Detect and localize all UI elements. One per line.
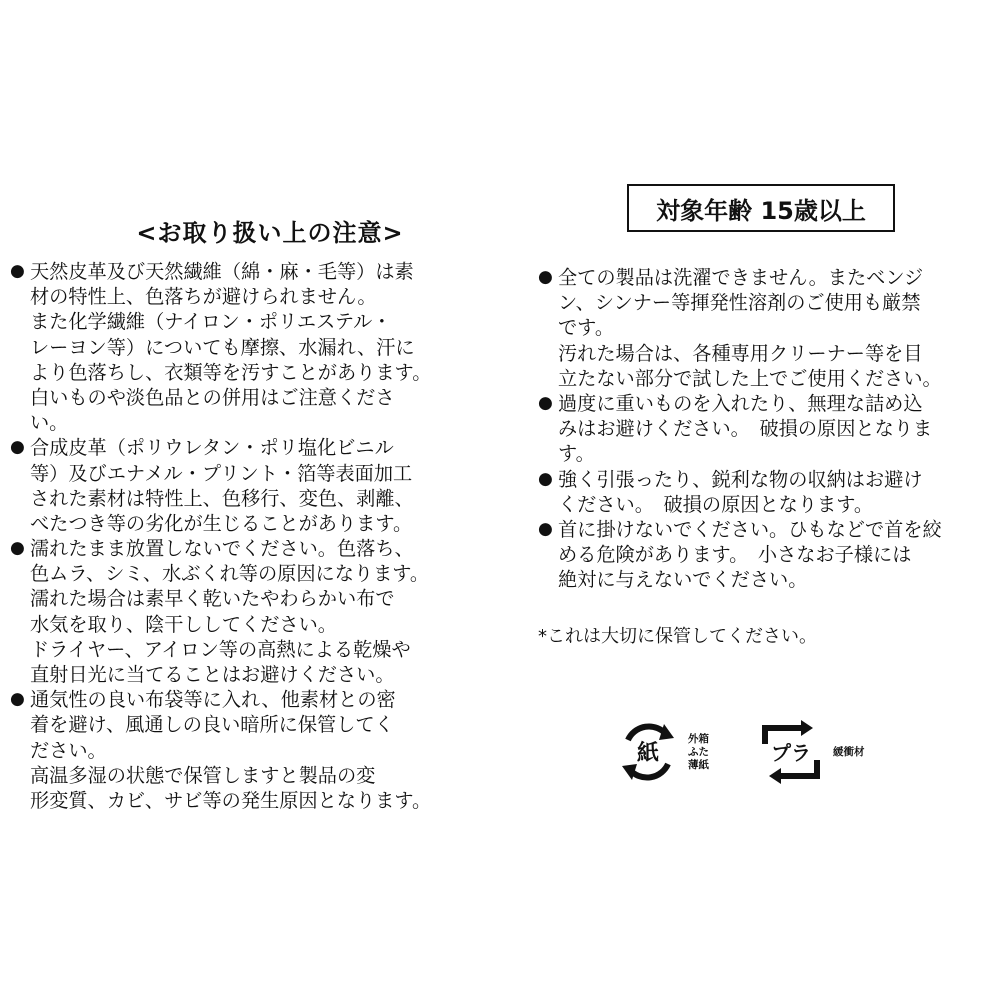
caution-text-line: 高温多湿の状態で保管しますと製品の変 — [30, 763, 376, 787]
paper-label-outer-box: 外箱 — [688, 732, 709, 745]
caution-text-line: ン、シンナー等揮発性溶剤のご使用も厳禁 — [558, 291, 921, 315]
caution-text-line: 合成皮革（ポリウレタン・ポリ塩化ビニル — [30, 436, 394, 460]
plastic-recycle-labels — [833, 746, 865, 759]
bullet-icon: ● — [10, 261, 25, 281]
caution-text-line: 過度に重いものを入れたり、無理な詰め込 — [558, 391, 923, 415]
bullet-icon: ● — [10, 538, 25, 559]
care-instructions-title: <お取り扱い上の注意> — [136, 219, 404, 247]
caution-text-line: みはお避けください。 破損の原因となりま — [558, 417, 933, 441]
caution-text-line: 材の特性上、色落ちが避けられません。 — [30, 285, 377, 309]
paper-recycle-mark — [614, 718, 709, 786]
caution-text-line: 形変質、カビ、サビ等の発生原因となります。 — [30, 788, 432, 812]
plastic-recycle-mark — [755, 718, 865, 786]
caution-text-line: ドライヤー、アイロン等の高熱による乾燥や — [30, 637, 411, 661]
plastic-label-cushioning: 緩衝材 — [833, 745, 865, 758]
caution-item — [10, 435, 455, 536]
caution-text-line: 汚れた場合は、各種専用クリーナー等を目 — [558, 341, 923, 365]
svg-text:紙: 紙 — [636, 741, 660, 766]
caution-text-line: める危険があります。 小さなお子様には — [558, 543, 912, 567]
age-rating-box: 対象年齢 15歳以上 — [627, 184, 895, 232]
caution-item — [538, 265, 978, 391]
bullet-icon: ● — [538, 267, 553, 287]
caution-text-line: 天然皮革及び天然繊維（綿・麻・毛等）は素 — [30, 260, 414, 283]
caution-item — [538, 467, 978, 517]
bullet-icon: ● — [538, 392, 553, 413]
caution-text-line: また化学繊維（ナイロン・ポリエステル・ — [30, 310, 392, 334]
caution-text-line: された素材は特性上、色移行、変色、剥離、 — [30, 486, 414, 510]
caution-text-line: べたつき等の劣化が生じることがあります。 — [30, 511, 413, 535]
paper-recycle-icon — [614, 718, 682, 786]
caution-item — [10, 259, 455, 435]
caution-text-line: 白いものや淡色品との併用はご注意くださ — [30, 385, 395, 409]
paper-recycle-labels — [688, 733, 709, 772]
caution-text-line: 濡れたまま放置しないでください。色落ち、 — [30, 537, 414, 561]
caution-text-line: す。 — [558, 442, 595, 466]
caution-text-line: 絶対に与えないでください。 — [558, 568, 808, 592]
caution-text-line: 直射日光に当てることはお避けください。 — [30, 663, 395, 686]
caution-text-line: レーヨン等）についても摩擦、水漏れ、汗に — [30, 335, 415, 359]
bullet-icon: ● — [538, 518, 553, 539]
caution-item-first-line — [538, 391, 978, 416]
plastic-recycle-icon — [755, 718, 827, 786]
caution-text-line: 首に掛けないでください。ひもなどで首を絞 — [558, 517, 942, 541]
bullet-icon: ● — [10, 437, 25, 458]
caution-text-line: 色ムラ、シミ、水ぶくれ等の原因になります。 — [30, 562, 430, 586]
caution-text-line: 全ての製品は洗濯できません。またベンジ — [558, 266, 924, 289]
storage-note: *これは大切に保管してください。 — [538, 626, 817, 647]
bullet-icon: ● — [10, 689, 25, 710]
caution-text-line: 強く引張ったり、鋭利な物の収納はお避け — [558, 467, 923, 491]
caution-item-first-line — [10, 536, 455, 561]
right-column — [538, 265, 978, 592]
caution-item — [538, 391, 978, 467]
bullet-icon: ● — [538, 468, 553, 489]
caution-item — [538, 517, 978, 593]
caution-text-line: 等）及びエナメル・プリント・箔等表面加工 — [30, 461, 413, 485]
caution-item-first-line — [10, 435, 455, 460]
caution-text-line: ださい。 — [30, 738, 107, 762]
caution-text-line: 立たない部分で試した上でご使用ください。 — [558, 366, 942, 390]
caution-text-line: 濡れた場合は素早く乾いたやわらかい布で — [30, 587, 395, 611]
paper-label-lid: ふた — [688, 745, 709, 758]
svg-text:プラ: プラ — [771, 741, 811, 765]
caution-item-first-line — [538, 265, 978, 290]
caution-item — [10, 687, 455, 813]
caution-text-line: です。 — [558, 316, 615, 340]
caution-text-line: ください。 破損の原因となります。 — [558, 492, 874, 516]
caution-item-first-line — [10, 259, 455, 284]
caution-text-line: 水気を取り、陰干ししてください。 — [30, 612, 337, 636]
caution-item-first-line — [10, 687, 455, 712]
caution-text-line: い。 — [30, 411, 69, 435]
caution-item-first-line — [538, 517, 978, 542]
caution-item-first-line — [538, 467, 978, 492]
paper-label-tissue: 薄紙 — [688, 758, 709, 771]
caution-text-line: より色落ちし、衣類等を汚すことがあります。 — [30, 360, 432, 384]
left-column — [10, 259, 455, 813]
caution-item — [10, 536, 455, 687]
caution-text-line: 通気性の良い布袋等に入れ、他素材との密 — [30, 688, 396, 712]
caution-text-line: 着を避け、風通しの良い暗所に保管してく — [30, 713, 394, 737]
